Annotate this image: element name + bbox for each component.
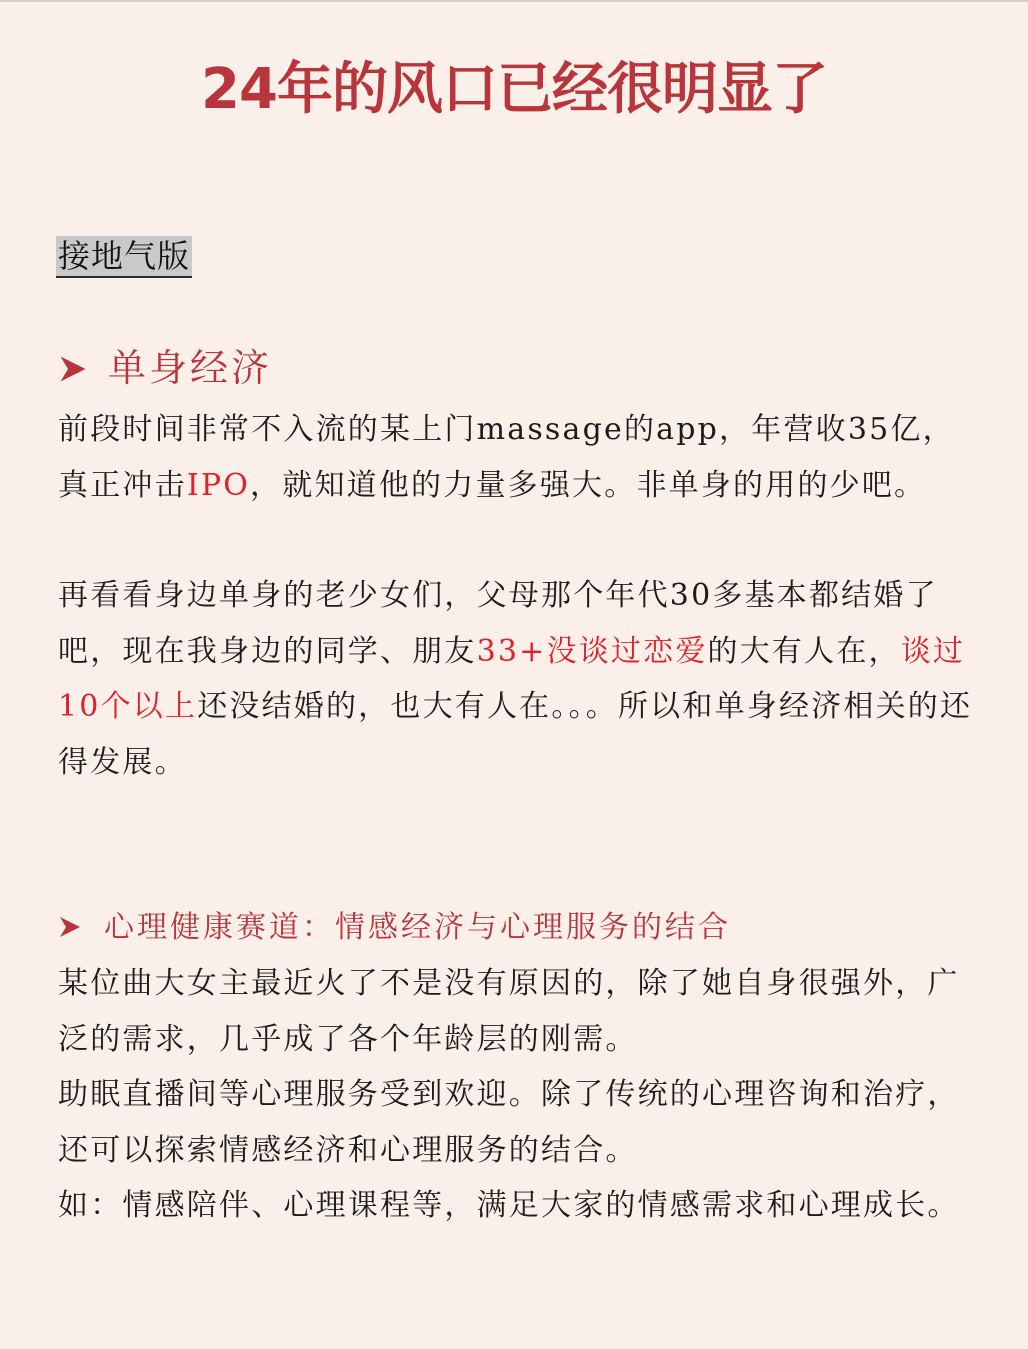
highlight-text: 谈过10个以上 [58,633,966,724]
arrow-bullet-icon [58,354,88,384]
highlight-text: IPO [186,467,251,503]
top-divider [0,0,1028,2]
version-tag: 接地气版 [56,236,192,278]
paragraph-mental-health-3: 如：情感陪伴、心理课程等，满足大家的情感需求和心理成长。 [58,1188,960,1223]
page-title: 24年的风口已经很明显了 [201,57,827,122]
section-heading-text: 单身经济 [108,346,273,390]
highlight-text: 33+没谈过恋爱 [476,633,708,669]
paragraph-mental-health-1: 某位曲大女主最近火了不是没有原因的，除了她自身很强外，广泛的需求，几乎成了各个年龄层的刚需。 [58,966,960,1057]
section-heading-text: 心理健康赛道：情感经济与心理服务的结合 [104,910,731,945]
paragraph-mental-health-2: 助眠直播间等心理服务受到欢迎。除了传统的心理咨询和治疗，还可以探索情感经济和心理服务的结合。 [58,1077,960,1168]
section-heading-mental-health [58,908,731,948]
section-heading-single-economy [58,344,272,392]
paragraph-single-economy-2: 再看看身边单身的老少女们，父母那个年代30多基本都结婚了吧，现在我身边的同学、朋友33+没谈过恋爱的大有人在，谈过10个以上还没结婚的，也大有人在。。。所以和单身经济相关的还得发展。 [58,578,973,780]
arrow-bullet-icon [58,915,82,939]
paragraph-single-economy-1: 前段时间非常不入流的某上门massage的app，年营收35亿，真正冲击IPO，就知道他的力量多强大。非单身的用的少吧。 [58,412,955,503]
